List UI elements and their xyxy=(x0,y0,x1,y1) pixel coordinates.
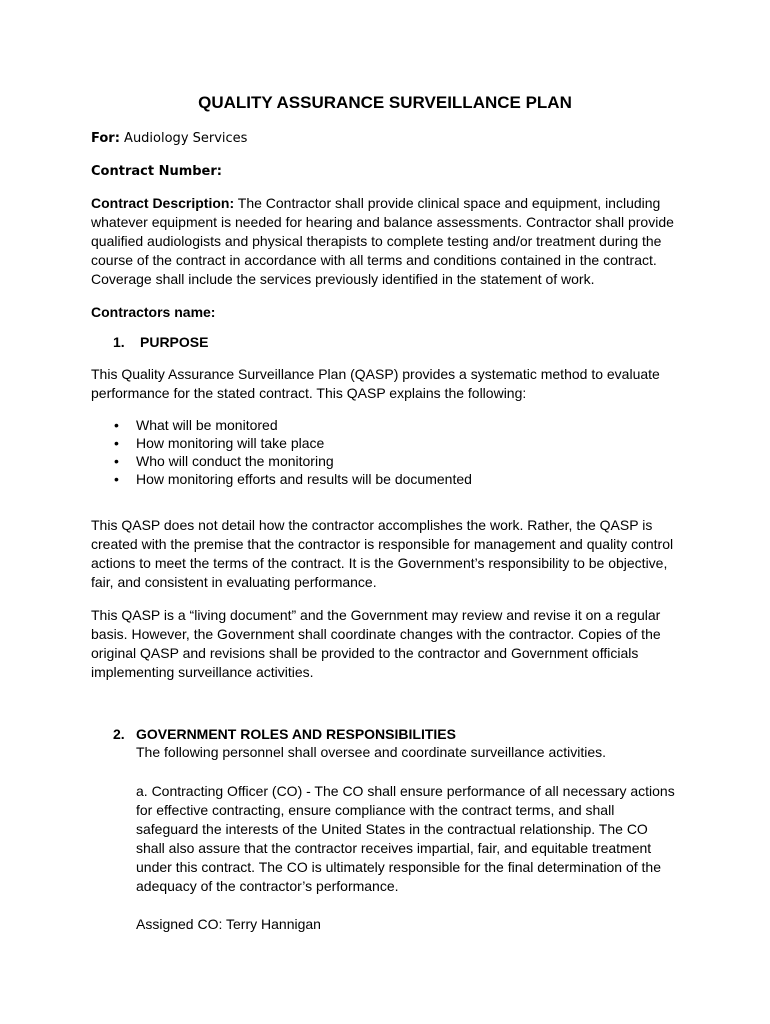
list-item xyxy=(112,452,472,470)
purpose-bullet-list xyxy=(112,416,472,488)
bullet-icon: • xyxy=(114,471,119,487)
document-title: QUALITY ASSURANCE SURVEILLANCE PLAN xyxy=(198,93,572,112)
contract-number-line xyxy=(91,163,222,181)
for-value: Audiology Services xyxy=(124,131,248,146)
contract-description-text: The Contractor shall provide clinical space and equipment, including whatever equipment is needed for hearing and balance assessments. Contractor shall provide qualified audiologists and physical therapists to complete testing and/or treatment during the course of the contract in accordance with all terms and conditions contained in the contract. Coverage shall include the services previously identified in the statement of work. xyxy=(91,195,674,287)
list-item-text: How monitoring will take place xyxy=(136,435,325,451)
list-item xyxy=(112,416,472,434)
contract-number-label: Contract Number: xyxy=(91,164,222,179)
for-line xyxy=(91,130,247,148)
purpose-intro: This Quality Assurance Surveillance Plan (QASP) provides a systematic method to evaluate performance for the stated contract. This QASP explains the following: xyxy=(91,366,660,401)
section-1-number: 1. xyxy=(113,334,125,350)
bullet-icon: • xyxy=(114,453,119,469)
contracting-officer-paragraph: a. Contracting Officer (CO) - The CO shall ensure performance of all necessary actions for effective contracting, ensure compliance with the contract terms, and shall safeguard the interests of the United States in the contractual relationship. The CO shall also assure that the contractor receives impartial, fair, and equitable treatment under this contract. The CO is ultimately responsible for the final determination of the adequacy of the contractor’s performance. xyxy=(136,783,675,894)
purpose-paragraph-3: This QASP is a “living document” and the Government may review and revise it on a regular basis. However, the Government shall coordinate changes with the contractor. Copies of the original QASP and revisions shall be provided to the contractor and Government officials implementing surveillance activities. xyxy=(91,607,661,680)
assigned-co: Assigned CO: Terry Hannigan xyxy=(136,916,321,932)
list-item xyxy=(112,470,472,488)
for-label: For: xyxy=(91,131,120,146)
list-item-text: Who will conduct the monitoring xyxy=(136,453,334,469)
contract-description-label: Contract Description: xyxy=(91,195,235,211)
contractors-name-label: Contractors name: xyxy=(91,304,216,320)
list-item-text: What will be monitored xyxy=(136,417,278,433)
section-2-number: 2. xyxy=(113,726,125,742)
roles-intro: The following personnel shall oversee and coordinate surveillance activities. xyxy=(136,744,607,760)
section-1-title: PURPOSE xyxy=(140,334,209,350)
bullet-icon: • xyxy=(114,435,119,451)
list-item xyxy=(112,434,472,452)
bullet-icon: • xyxy=(114,417,119,433)
purpose-paragraph-2: This QASP does not detail how the contractor accomplishes the work. Rather, the QASP is created with the premise that the contractor is responsible for management and quality control actions to meet the terms of the contract. It is the Government’s responsibility to be objective, fair, and consistent in evaluating performance. xyxy=(91,517,674,590)
contract-description xyxy=(91,194,681,289)
list-item-text: How monitoring efforts and results will be documented xyxy=(136,471,472,487)
section-2-title: GOVERNMENT ROLES AND RESPONSIBILITIES xyxy=(136,726,456,742)
